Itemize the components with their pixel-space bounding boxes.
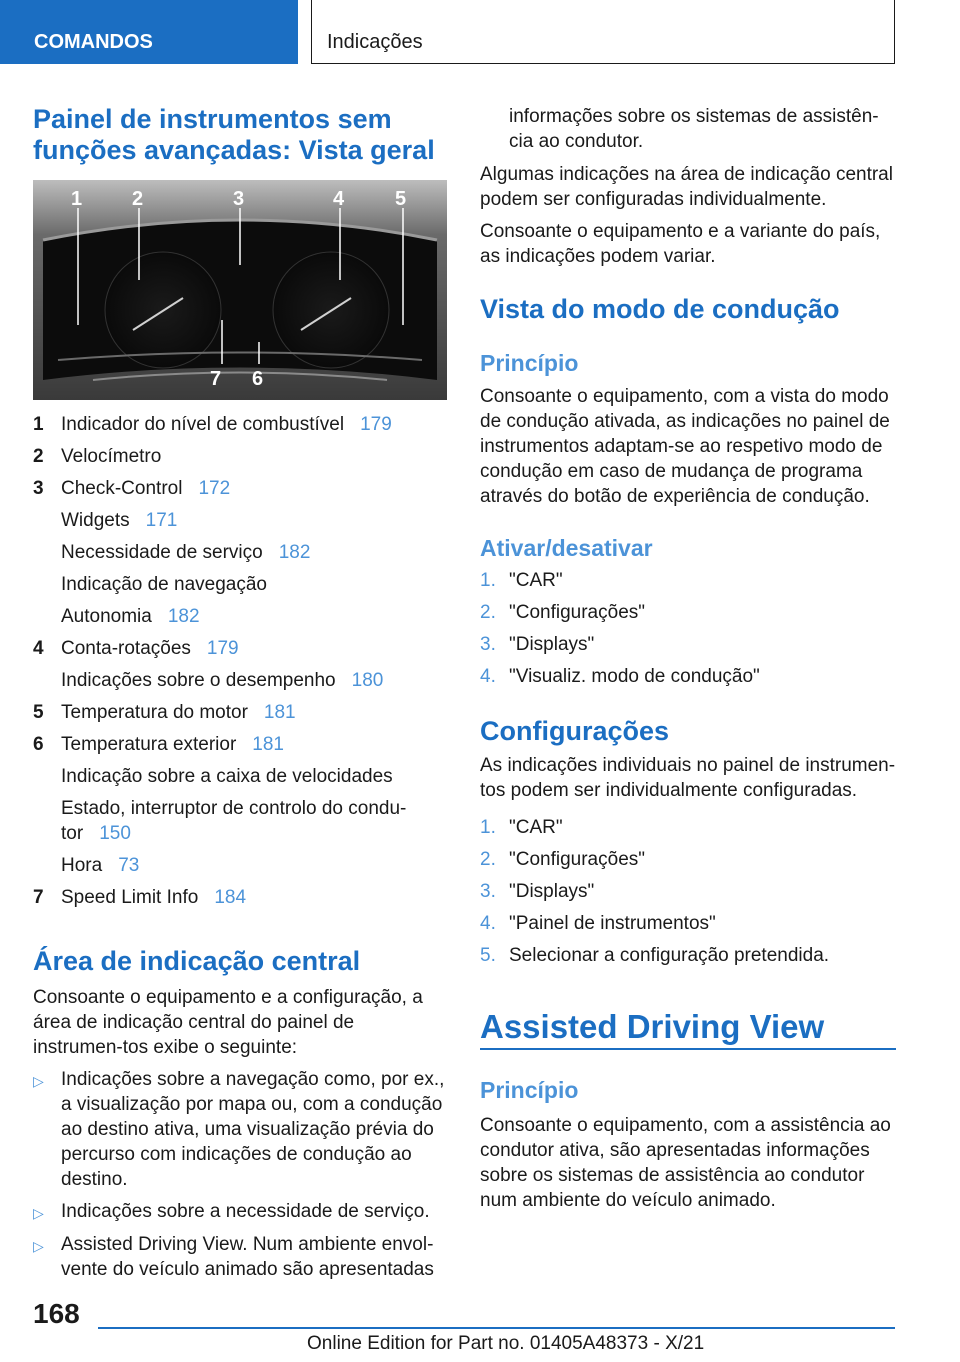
- step-text: "Configurações": [509, 849, 646, 870]
- legend-number: 7: [33, 887, 44, 908]
- legend-label: Necessidade de serviço: [61, 542, 263, 563]
- step-number: 1.: [480, 570, 496, 591]
- bullet-text: Indicações sobre a navegação como, por ex., a visualização por mapa ou, com a condução ao destino ativa, uma visualização prévia do percurso com indicações de condução ao destino.: [61, 1069, 445, 1190]
- bullet-triangle-icon: ▷: [33, 1238, 44, 1254]
- overview-title-line1: Painel de instrumentos sem: [33, 104, 392, 134]
- page-ref-link[interactable]: 179: [360, 414, 392, 435]
- legend-label: Velocímetro: [61, 446, 162, 467]
- footer-edition: Online Edition for Part no. 01405A48373 - X/21: [307, 1333, 705, 1354]
- legend-label: Indicações sobre o desempenho: [61, 670, 336, 691]
- legend-label: tor: [61, 823, 84, 844]
- legend-text: [61, 574, 267, 596]
- principle-title: Princípio: [480, 350, 579, 376]
- callout-5: 5: [395, 188, 407, 210]
- legend-number: 2: [33, 446, 44, 467]
- page-ref-link[interactable]: 181: [252, 734, 284, 755]
- callout-1: 1: [71, 188, 83, 210]
- legend-text: [61, 855, 139, 877]
- legend-label: Widgets: [61, 510, 130, 531]
- legend-label: Indicador do nível de combustível: [61, 414, 345, 435]
- principle-text: Consoante o equipamento, com a vista do modo de condução ativada, as indicações no painel de instrumentos adaptam-se ao respetivo modo de condução em caso de mudança de programa através do botão de experiência de condução.: [480, 386, 890, 507]
- central-intro: Consoante o equipamento e a configuração, a área de indicação central do painel de instrumen-tos exibe o seguinte:: [33, 987, 423, 1058]
- overview-title-line2: funções avançadas: Vista geral: [33, 135, 435, 165]
- instrument-cluster-figure: [33, 180, 447, 400]
- legend-text: [61, 823, 131, 845]
- title-rule: [480, 1048, 896, 1050]
- callout-3: 3: [233, 188, 245, 210]
- step-number: 4.: [480, 913, 496, 934]
- drive-mode-title: Vista do modo de condução: [480, 294, 840, 324]
- step-text: "Displays": [509, 634, 595, 655]
- step-text: "Visualiz. modo de condução": [509, 666, 760, 687]
- adv-principle-title: Princípio: [480, 1077, 579, 1103]
- legend-text: [61, 638, 239, 660]
- legend-text: [61, 702, 296, 724]
- step-number: 5.: [480, 945, 496, 966]
- callout-2: 2: [132, 188, 144, 210]
- bullet-triangle-icon: ▷: [33, 1073, 44, 1089]
- legend-text: [61, 446, 161, 468]
- legend-text: [61, 887, 246, 909]
- legend-label: Indicação de navegação: [61, 574, 267, 595]
- legend-text: [61, 798, 406, 820]
- page-ref-link[interactable]: 171: [145, 510, 178, 531]
- adv-principle-text: Consoante o equipamento, com a assistência ao condutor ativa, são apresentadas informações sobre os sistemas de assistência ao condutor num ambiente do veículo animado.: [480, 1115, 891, 1211]
- legend-number: 4: [33, 638, 44, 659]
- step-text: "CAR": [509, 570, 563, 591]
- bullet-text: Indicações sobre a necessidade de serviço.: [61, 1201, 430, 1222]
- page-ref-link[interactable]: 172: [198, 478, 231, 499]
- legend-text: [61, 734, 284, 756]
- legend-text: [61, 478, 230, 500]
- header-section-tab: COMANDOS: [0, 0, 298, 64]
- legend-label: Hora: [61, 855, 103, 876]
- legend-label: Autonomia: [61, 606, 152, 627]
- legend-text: [61, 542, 310, 564]
- legend-text: [61, 606, 200, 628]
- legend-label: Check-Control: [61, 478, 183, 499]
- activate-title: Ativar/desativar: [480, 535, 653, 561]
- instrument-cluster-illustration: [33, 180, 447, 400]
- legend-label: Conta-rotações: [61, 638, 191, 659]
- footer-rule: [98, 1327, 895, 1329]
- page-ref-link[interactable]: 181: [263, 702, 296, 723]
- central-title: Área de indicação central: [33, 946, 361, 976]
- callout-7: 7: [210, 368, 222, 390]
- page-ref-link[interactable]: 182: [167, 606, 200, 627]
- paragraph-variants: Consoante o equipamento e a variante do país, as indicações podem variar.: [480, 221, 881, 267]
- step-number: 3.: [480, 634, 496, 655]
- legend-text: [61, 510, 177, 532]
- legend-label: Speed Limit Info: [61, 887, 199, 908]
- header-chapter: Indicações: [311, 0, 895, 64]
- callout-4: 4: [333, 188, 345, 210]
- legend-label: Estado, interruptor de controlo do condu-: [61, 798, 407, 819]
- legend-label: Temperatura do motor: [61, 702, 248, 723]
- assisted-driving-title: Assisted Driving View: [480, 1008, 825, 1045]
- page-ref-link[interactable]: 180: [351, 670, 384, 691]
- step-number: 2.: [480, 849, 496, 870]
- callout-6: 6: [252, 368, 264, 390]
- config-text: As indicações individuais no painel de instrumen-tos podem ser individualmente configuradas.: [480, 755, 896, 801]
- page-ref-link[interactable]: 73: [118, 855, 140, 876]
- legend-text: [61, 670, 383, 692]
- step-text: Selecionar a configuração pretendida.: [509, 945, 830, 966]
- page-number: 168: [33, 1298, 80, 1329]
- continued-bullet-text: informações sobre os sistemas de assistên-cia ao condutor.: [509, 106, 879, 152]
- legend-label: Indicação sobre a caixa de velocidades: [61, 766, 393, 787]
- step-number: 3.: [480, 881, 496, 902]
- legend-number: 6: [33, 734, 44, 755]
- bullet-text: Assisted Driving View. Num ambiente envol-vente do veículo animado são apresentadas: [61, 1234, 434, 1280]
- step-text: "Painel de instrumentos": [509, 913, 716, 934]
- step-text: "CAR": [509, 817, 563, 838]
- config-title: Configurações: [480, 716, 670, 746]
- legend-text: [61, 766, 393, 788]
- paragraph-configurable: Algumas indicações na área de indicação central podem ser configuradas individualmente.: [480, 164, 893, 210]
- legend-text: [61, 414, 392, 436]
- step-number: 2.: [480, 602, 496, 623]
- legend-label: Temperatura exterior: [61, 734, 237, 755]
- page-ref-link[interactable]: 179: [206, 638, 239, 659]
- step-number: 4.: [480, 666, 496, 687]
- page-ref-link[interactable]: 182: [278, 542, 311, 563]
- step-number: 1.: [480, 817, 496, 838]
- step-text: "Displays": [509, 881, 595, 902]
- page-ref-link[interactable]: 184: [214, 887, 247, 908]
- legend-number: 5: [33, 702, 44, 723]
- legend-number: 1: [33, 414, 44, 435]
- bullet-triangle-icon: ▷: [33, 1205, 44, 1221]
- legend-number: 3: [33, 478, 44, 499]
- page-ref-link[interactable]: 150: [99, 823, 131, 844]
- step-text: "Configurações": [509, 602, 646, 623]
